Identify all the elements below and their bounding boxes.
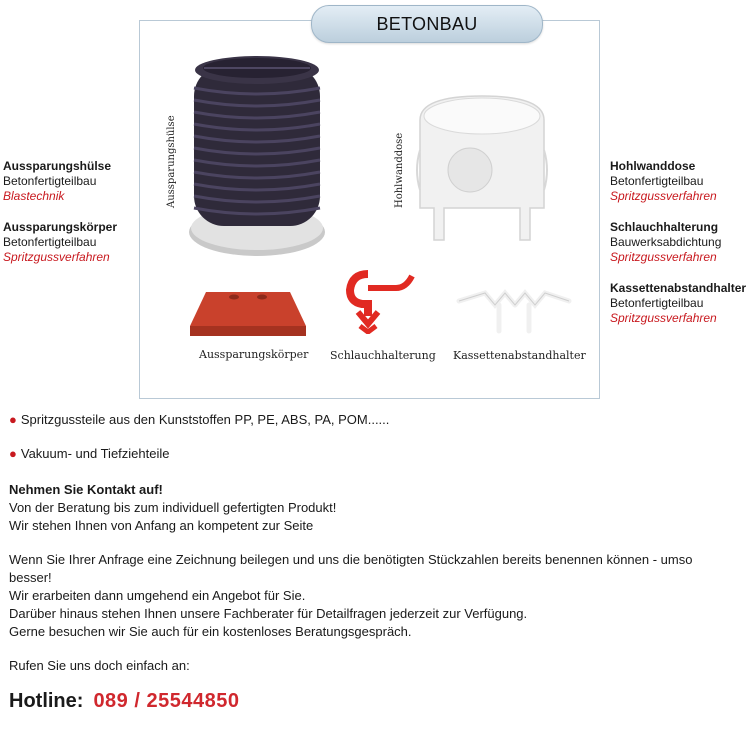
bullet-icon: ● — [9, 412, 17, 427]
call-text: Rufen Sie uns doch einfach an: — [9, 658, 190, 673]
bullet-item: ● Spritzgussteile aus den Kunststoffen PP, PE, ABS, PA, POM...... — [9, 412, 390, 427]
hotline — [9, 690, 239, 713]
aussparungshuelse-image — [182, 48, 332, 263]
right-item-kassette[interactable]: Kassettenabstandhalter Betonfertigteilbau Spritzgussverfahren — [610, 281, 747, 325]
request-block — [9, 551, 729, 641]
caption-koerper: Aussparungskörper — [199, 348, 309, 361]
bullet-icon: ● — [9, 446, 17, 461]
caption-dose: Hohlwanddose — [394, 132, 405, 208]
request-paragraph: Wenn Sie Ihrer Anfrage eine Zeichnung beilegen und uns die benötigten Stückzahlen bereits benennen können - umso besser! — [9, 552, 693, 585]
hotline-label: Hotline: — [9, 690, 84, 712]
left-item-huelse[interactable]: Aussparungshülse Betonfertigteilbau Blastechnik — [3, 159, 112, 203]
hotline-number[interactable]: 089 / 25544850 — [93, 690, 240, 712]
section-title: BETONBAU — [376, 13, 478, 34]
contact-line: Wir stehen Ihnen von Anfang an kompetent zur Seite — [9, 518, 314, 533]
schlauchhalterung-image — [340, 268, 420, 334]
hohlwanddose-image — [412, 90, 552, 250]
caption-schlauch: Schlauchhalterung — [330, 349, 436, 362]
left-item-koerper[interactable]: Aussparungskörper Betonfertigteilbau Spritzgussverfahren — [3, 220, 118, 264]
contact-heading: Nehmen Sie Kontakt auf! — [9, 482, 163, 497]
right-item-dose[interactable]: Hohlwanddose Betonfertigteilbau Spritzgussverfahren — [610, 159, 717, 203]
request-paragraph: Darüber hinaus stehen Ihnen unsere Fachberater für Detailfragen jederzeit zur Verfügung. — [9, 606, 528, 621]
caption-huelse: Aussparungshülse — [166, 115, 177, 208]
kassettenabstandhalter-image — [455, 285, 573, 341]
right-item-schlauch[interactable]: Schlauchhalterung Bauwerksabdichtung Spritzgussverfahren — [610, 220, 722, 264]
aussparungskoerper-image — [186, 288, 310, 340]
request-paragraph: Gerne besuchen wir Sie auch für ein kostenloses Beratungsgespräch. — [9, 624, 412, 639]
section-title-pill — [311, 5, 543, 43]
contact-block — [9, 481, 729, 535]
request-paragraph: Wir erarbeiten dann umgehend ein Angebot für Sie. — [9, 588, 306, 603]
caption-kassette: Kassettenabstandhalter — [453, 349, 586, 362]
contact-line: Von der Beratung bis zum individuell gefertigten Produkt! — [9, 500, 337, 515]
bullet-item: ● Vakuum- und Tiefziehteile — [9, 446, 170, 461]
